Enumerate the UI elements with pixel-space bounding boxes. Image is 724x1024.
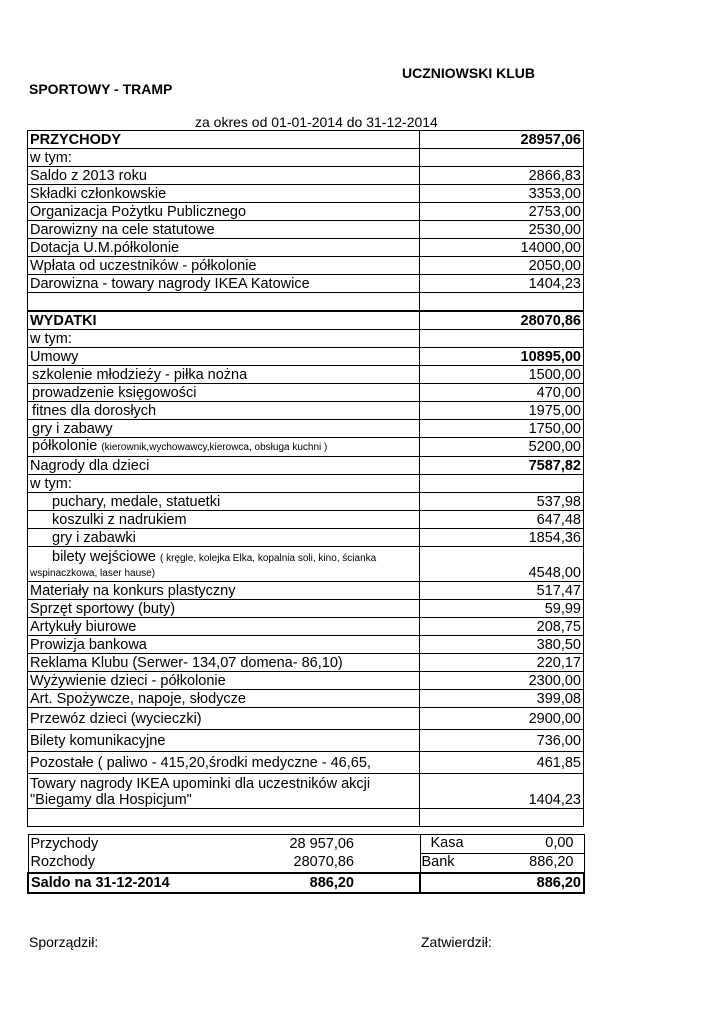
row-value: 3353,00 — [420, 185, 584, 203]
row-label: Artykuły biurowe — [28, 618, 420, 636]
table-row — [28, 529, 584, 547]
row-label: w tym: — [28, 475, 420, 493]
table-row — [28, 600, 584, 618]
table-row — [28, 636, 584, 654]
row-label: Umowy — [28, 348, 420, 366]
row-value: 14000,00 — [420, 239, 584, 257]
table-row — [28, 752, 584, 774]
row-label: PRZYCHODY — [28, 131, 420, 149]
side-value: 886,20 — [529, 854, 574, 870]
row-label: Przewóz dzieci (wycieczki) — [28, 708, 420, 730]
header-line2: SPORTOWY - TRAMP — [29, 81, 173, 97]
row-value: 461,85 — [420, 752, 584, 774]
row-label: Nagrody dla dzieci — [28, 457, 420, 475]
row-label: puchary, medale, statuetki — [28, 493, 420, 511]
row-label: Organizacja Pożytku Publicznego — [28, 203, 420, 221]
row-label: w tym: — [28, 149, 420, 167]
table-row — [28, 257, 584, 275]
row-label: Pozostałe ( paliwo - 415,20,środki medyczne - 46,65, — [28, 752, 420, 774]
row-label-towary — [28, 774, 420, 809]
table-row — [28, 402, 584, 420]
summary-label: Saldo na 31-12-2014 — [28, 873, 256, 893]
row-value: 28070,86 — [420, 311, 584, 330]
table-row — [28, 493, 584, 511]
row-value: 736,00 — [420, 730, 584, 752]
row-value: 2300,00 — [420, 672, 584, 690]
row-label: gry i zabawy — [28, 420, 420, 438]
row-value: 59,99 — [420, 600, 584, 618]
table-row — [28, 366, 584, 384]
report-period: za okres od 01-01-2014 do 31-12-2014 — [195, 114, 438, 130]
row-value: 1854,36 — [420, 529, 584, 547]
summary-label: Rozchody — [28, 854, 256, 874]
table-row — [28, 618, 584, 636]
row-value: 208,75 — [420, 618, 584, 636]
table-row — [28, 185, 584, 203]
row-label: Bilety komunikacyjne — [28, 730, 420, 752]
row-label: Materiały na konkurs plastyczny — [28, 582, 420, 600]
row-label: Wpłata od uczestników - półkolonie — [28, 257, 420, 275]
summary-row-saldo — [28, 873, 584, 893]
row-value: 10895,00 — [420, 348, 584, 366]
table-row — [28, 730, 584, 752]
row-label: Darowizny na cele statutowe — [28, 221, 420, 239]
table-row — [28, 438, 584, 457]
row-note-cont: wspinaczkowa, laser hause) — [30, 568, 156, 579]
row-value: 1500,00 — [420, 366, 584, 384]
summary-table — [27, 834, 585, 894]
table-row — [28, 221, 584, 239]
table-row — [28, 654, 584, 672]
row-value: 2530,00 — [420, 221, 584, 239]
row-label: koszulki z nadrukiem — [28, 511, 420, 529]
row-value: 380,50 — [420, 636, 584, 654]
table-row — [28, 330, 584, 348]
summary-value: 28070,86 — [293, 854, 354, 871]
row-label: Składki członkowskie — [28, 185, 420, 203]
row-value: 7587,82 — [420, 457, 584, 475]
summary-side-value: 886,20 — [420, 873, 584, 893]
summary-value: 28 957,06 — [256, 835, 356, 854]
row-value: 1750,00 — [420, 420, 584, 438]
row-label-cont: "Biegamy dla Hospicjum" — [30, 792, 192, 808]
table-row — [28, 131, 584, 149]
table-row — [28, 690, 584, 708]
table-row — [28, 457, 584, 475]
row-value: 1404,23 — [420, 275, 584, 293]
row-label: Darowizna - towary nagrody IKEA Katowice — [28, 275, 420, 293]
table-row — [28, 275, 584, 293]
row-value: 470,00 — [420, 384, 584, 402]
table-row — [28, 708, 584, 730]
table-row — [28, 672, 584, 690]
table-row — [28, 774, 584, 809]
summary-side — [420, 835, 584, 854]
summary-row-rozchody — [28, 854, 584, 874]
table-row — [28, 475, 584, 493]
row-label: gry i zabawki — [28, 529, 420, 547]
table-row — [28, 582, 584, 600]
table-row — [28, 511, 584, 529]
signature-approved-by: Zatwierdził: — [421, 934, 492, 950]
row-value: 4548,00 — [420, 547, 584, 582]
row-value: 399,08 — [420, 690, 584, 708]
row-value: 2900,00 — [420, 708, 584, 730]
row-value: 5200,00 — [420, 438, 584, 457]
row-value: 2050,00 — [420, 257, 584, 275]
table-row-empty — [28, 293, 584, 312]
row-label: prowadzenie księgowości — [28, 384, 420, 402]
table-row — [28, 384, 584, 402]
row-value: 517,47 — [420, 582, 584, 600]
table-row — [28, 203, 584, 221]
row-value: 2866,83 — [420, 167, 584, 185]
row-label: WYDATKI — [28, 311, 420, 330]
side-value: 0,00 — [545, 835, 574, 851]
row-note: ( kręgle, kolejka Elka, kopalnia soli, kino, ścianka — [160, 553, 377, 564]
summary-side — [420, 854, 584, 874]
row-value: 220,17 — [420, 654, 584, 672]
row-label: Dotacja U.M.półkolonie — [28, 239, 420, 257]
table-row — [28, 167, 584, 185]
row-note: (kierownik,wychowawcy,kierowca, obsługa kuchni ) — [101, 442, 328, 453]
row-label-polkolonie — [28, 438, 420, 457]
row-value: 1404,23 — [420, 774, 584, 809]
row-label: Wyżywienie dzieci - półkolonie — [28, 672, 420, 690]
table-row — [28, 547, 584, 582]
side-label: Kasa — [430, 835, 464, 851]
row-label-bilety — [28, 547, 420, 582]
summary-label: Przychody — [28, 835, 256, 854]
row-label: fitnes dla dorosłych — [28, 402, 420, 420]
side-label: Bank — [421, 854, 455, 870]
table-row — [28, 311, 584, 330]
row-label: półkolonie — [32, 438, 98, 454]
row-value: 537,98 — [420, 493, 584, 511]
row-label: Sprzęt sportowy (buty) — [28, 600, 420, 618]
row-label: Prowizja bankowa — [28, 636, 420, 654]
row-label: Art. Spożywcze, napoje, słodycze — [28, 690, 420, 708]
table-row — [28, 420, 584, 438]
row-value: 1975,00 — [420, 402, 584, 420]
row-value: 647,48 — [420, 511, 584, 529]
header-line1: UCZNIOWSKI KLUB — [402, 65, 535, 81]
row-label: bilety wejściowe — [52, 549, 156, 565]
table-row — [28, 239, 584, 257]
row-value: 2753,00 — [420, 203, 584, 221]
row-label: Saldo z 2013 roku — [28, 167, 420, 185]
row-label: szkolenie młodzieży - piłka nożna — [28, 366, 420, 384]
summary-value: 886,20 — [256, 873, 356, 893]
row-label: Towary nagrody IKEA upominki dla uczestników akcji — [30, 776, 371, 792]
financial-table — [27, 130, 584, 827]
table-row — [28, 348, 584, 366]
signature-prepared-by: Sporządził: — [29, 934, 99, 950]
table-row — [28, 149, 584, 167]
row-label: w tym: — [28, 330, 420, 348]
table-row-empty — [28, 809, 584, 827]
row-label: Reklama Klubu (Serwer- 134,07 domena- 86,10) — [28, 654, 420, 672]
summary-row-przychody — [28, 835, 584, 854]
row-value: 28957,06 — [420, 131, 584, 149]
